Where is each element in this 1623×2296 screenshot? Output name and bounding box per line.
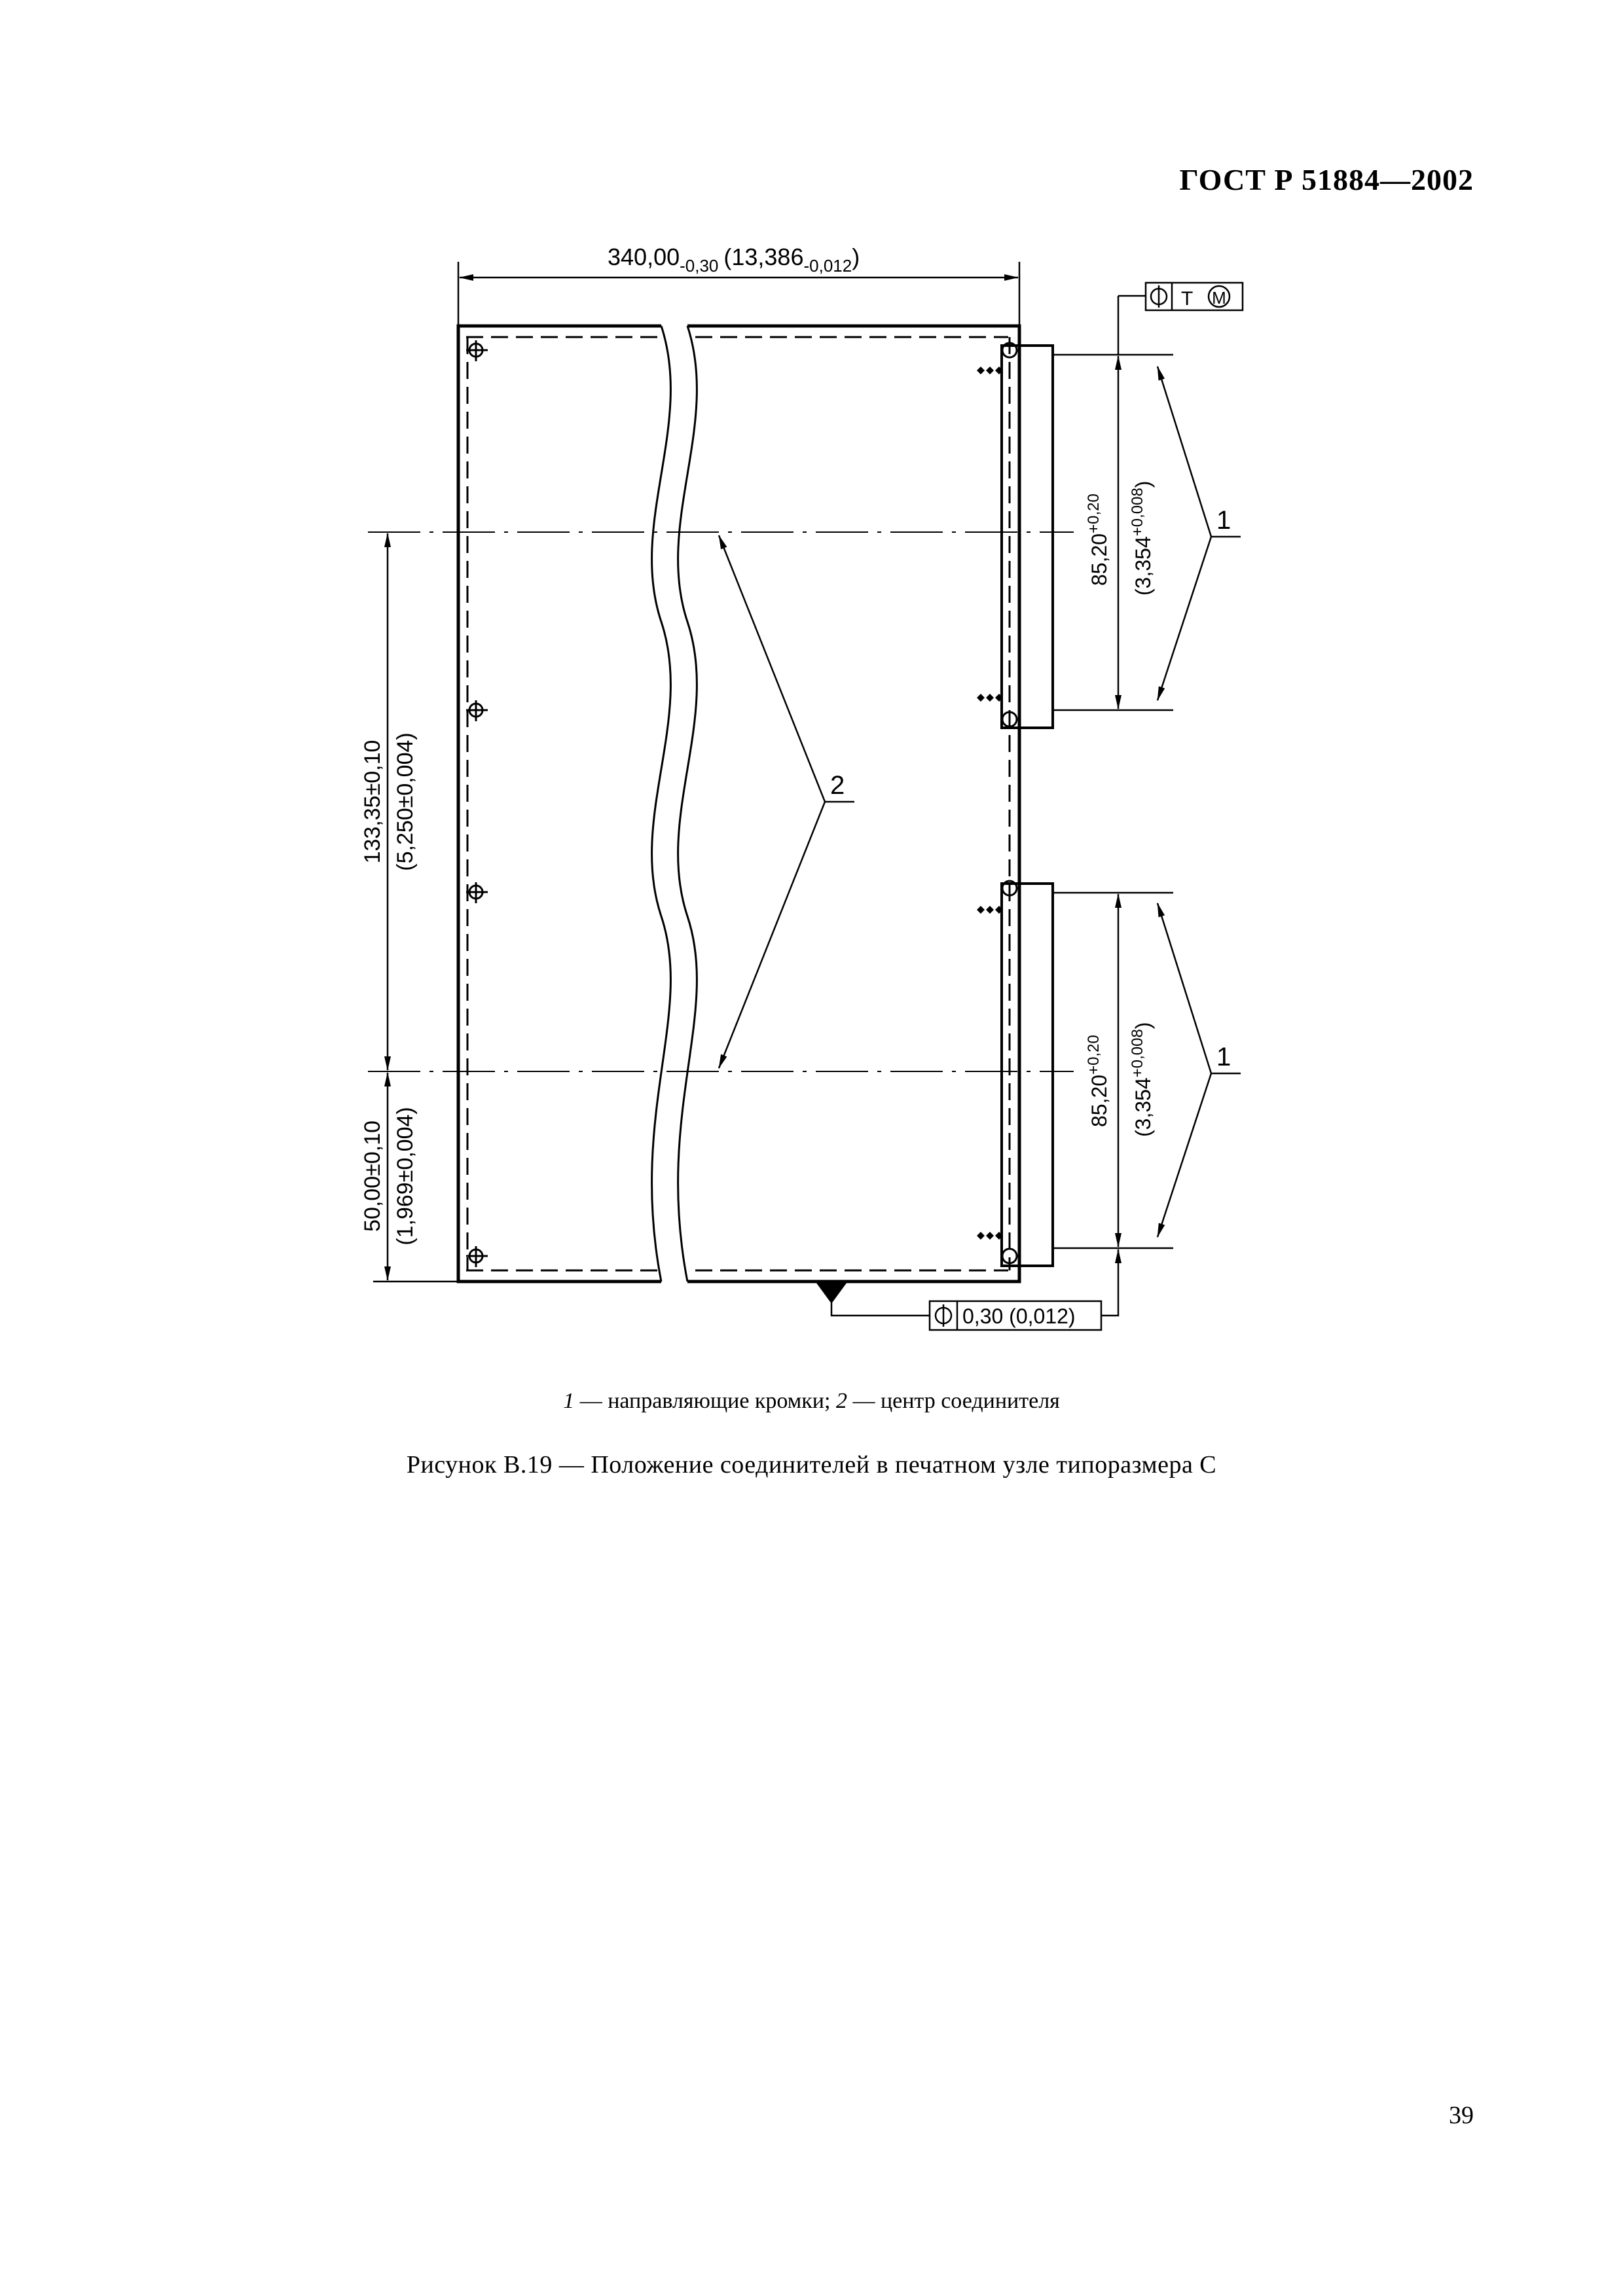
legend-text-1: — направляющие кромки; — [574, 1389, 836, 1413]
connector-dim-bottom-inch-label: $(3,354^{+0,008})$ — [1129, 1022, 1155, 1137]
datum-letter: T — [1181, 288, 1194, 310]
connector-dim-top-inch-label: $(3,354^{+0,008})$ — [1129, 480, 1155, 596]
width-dim-label: $340,00_{-0,30}$ $(13,386_{-0,012})$ — [608, 243, 860, 276]
mounting-holes — [466, 340, 1017, 1267]
connector-dim-bottom-label: $85,20^{+0,20}$ — [1085, 1035, 1111, 1127]
terminal-markers — [977, 367, 1003, 1240]
pitch-dim-label: 133,35±0,10 — [360, 740, 385, 864]
legend-text-2: — центр соединителя — [847, 1389, 1060, 1413]
standard-header: ГОСТ Р 51884—2002 — [1179, 163, 1474, 196]
datum-triangle — [817, 1283, 846, 1302]
figure-caption: Рисунок В.19 — Положение соединителей в печатном узле типоразмера С — [406, 1451, 1217, 1479]
guide-edge-dashed — [466, 337, 1010, 1270]
offset-dim-inch-label: (1,969±0,004) — [393, 1107, 418, 1246]
connector-dimensions — [1054, 355, 1173, 1248]
offset-dim-label: 50,00±0,10 — [360, 1121, 385, 1232]
connector-dim-top-label: $85,20^{+0,20}$ — [1085, 493, 1111, 586]
width-dimension — [458, 262, 1019, 325]
legend-number-1: 1 — [563, 1389, 575, 1413]
legend-number-2: 2 — [835, 1389, 847, 1413]
position-tolerance-value: 0,30 (0,012) — [962, 1304, 1076, 1328]
connector-center-lines — [368, 532, 1074, 1071]
board-outline — [458, 326, 1019, 1282]
callout-1-bottom: 1 — [1216, 1043, 1231, 1071]
callout-2-leaders — [719, 535, 854, 1068]
mmc-modifier: M — [1212, 288, 1226, 308]
pitch-dim-inch-label: (5,250±0,004) — [393, 732, 418, 871]
callout-2: 2 — [830, 771, 845, 800]
callout-1-top: 1 — [1216, 506, 1231, 535]
figure-legend — [0, 1389, 1623, 1414]
page-number: 39 — [1449, 2102, 1474, 2129]
